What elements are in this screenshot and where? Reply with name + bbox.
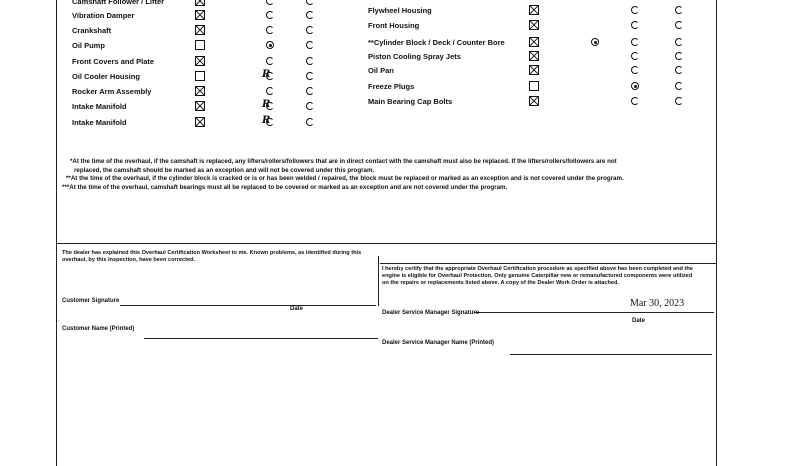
item-checkbox[interactable]	[195, 0, 205, 6]
left-item-row	[72, 85, 332, 99]
item-label: Intake Manifold	[72, 102, 127, 111]
item-label: Oil Cooler Housing	[72, 72, 140, 81]
dealer-statement: The dealer has explained this Overhaul Certification Worksheet to me. Known problems, as identified during this overhaul, by this inspection, have been corrected.	[62, 250, 362, 263]
item-checkbox[interactable]	[529, 51, 539, 61]
item-label: Vibration Damper	[72, 11, 135, 20]
right-item-row	[368, 4, 698, 18]
right-item-row	[368, 19, 698, 33]
item-radio-b[interactable]	[306, 41, 314, 49]
item-checkbox[interactable]	[529, 65, 539, 75]
section-divider	[56, 243, 716, 244]
item-checkbox[interactable]	[529, 81, 539, 91]
manager-name-line	[510, 354, 712, 355]
item-radio-b[interactable]	[306, 0, 314, 5]
item-label: **Cylinder Block / Deck / Counter Bore	[368, 38, 505, 47]
item-radio-b[interactable]	[306, 11, 314, 19]
item-radio-a[interactable]	[266, 87, 274, 95]
certify-box-top	[380, 263, 716, 264]
customer-name-label: Customer Name (Printed)	[62, 326, 135, 332]
left-item-row	[72, 70, 332, 84]
item-radio-b[interactable]	[306, 57, 314, 65]
item-radio-b[interactable]	[306, 72, 314, 80]
item-radio-a[interactable]	[631, 52, 639, 60]
left-item-row	[72, 116, 332, 130]
item-radio-a[interactable]	[631, 21, 639, 29]
handwritten-mark: R	[262, 69, 271, 80]
item-label: Camshaft Follower / Lifter	[72, 0, 165, 6]
left-item-row	[72, 55, 332, 69]
item-checkbox[interactable]	[195, 40, 205, 50]
manager-signature-label: Dealer Service Manager Signature	[382, 310, 480, 316]
item-radio-a[interactable]	[266, 41, 274, 49]
right-item-row	[368, 50, 698, 64]
handwritten-mark: R	[262, 99, 271, 110]
left-item-row	[72, 9, 332, 23]
note-camshaft-bearings: ***At the time of the overhaul, camshaft bearings must all be replaced to be covered or marked as an exception and are not covered under the program.	[62, 183, 508, 191]
item-label: Oil Pan	[368, 66, 394, 75]
item-radio-b[interactable]	[675, 6, 683, 14]
item-radio-a[interactable]	[266, 57, 274, 65]
item-checkbox[interactable]	[529, 20, 539, 30]
item-radio-a[interactable]	[631, 66, 639, 74]
right-item-row	[368, 80, 698, 94]
item-checkbox[interactable]	[195, 101, 205, 111]
item-radio-b[interactable]	[675, 66, 683, 74]
certify-statement: I hereby certify that the appropriate Overhaul Certification procedure as specified above has been completed and the engine is eligible for Overhaul Protection. Only genuine Caterpillar new or remanufactured components were utilized on the repairs or replacements listed above. A copy of the Dealer Work Order is attached.	[382, 266, 693, 286]
item-radio-a[interactable]	[266, 0, 274, 5]
left-item-row	[72, 0, 332, 9]
item-checkbox[interactable]	[195, 56, 205, 66]
item-radio-a[interactable]	[631, 38, 639, 46]
item-radio-b[interactable]	[306, 118, 314, 126]
item-label: Oil Pump	[72, 41, 105, 50]
item-radio-a[interactable]	[631, 97, 639, 105]
item-checkbox[interactable]	[529, 37, 539, 47]
right-item-row	[368, 95, 698, 109]
left-item-row	[72, 24, 332, 38]
customer-name-line	[144, 338, 378, 339]
item-label: Front Housing	[368, 21, 420, 30]
item-radio-b[interactable]	[306, 87, 314, 95]
item-label: Flywheel Housing	[368, 6, 432, 15]
left-item-row	[72, 100, 332, 114]
left-border	[56, 0, 57, 466]
item-radio-b[interactable]	[306, 102, 314, 110]
item-radio-b[interactable]	[675, 52, 683, 60]
item-radio-a[interactable]	[631, 82, 639, 90]
item-checkbox[interactable]	[529, 5, 539, 15]
signed-date: Mar 30, 2023	[630, 298, 685, 309]
item-checkbox[interactable]	[195, 117, 205, 127]
date-right-label: Date	[632, 318, 646, 324]
right-item-row	[368, 64, 698, 78]
footnotes	[62, 158, 722, 192]
manager-name-label: Dealer Service Manager Name (Printed)	[382, 340, 495, 346]
item-radio-a[interactable]	[631, 6, 639, 14]
item-radio-a[interactable]	[266, 11, 274, 19]
item-label: Freeze Plugs	[368, 82, 415, 91]
customer-signature-line	[120, 305, 376, 306]
item-radio-b[interactable]	[675, 82, 683, 90]
manager-signature-line	[474, 312, 714, 313]
item-radio-b[interactable]	[675, 97, 683, 105]
right-border	[716, 0, 717, 466]
item-label: Rocker Arm Assembly	[72, 87, 152, 96]
item-label: Piston Cooling Spray Jets	[368, 52, 461, 61]
item-label: Main Bearing Cap Bolts	[368, 97, 453, 106]
item-checkbox[interactable]	[195, 86, 205, 96]
date-left-label: Date	[290, 306, 304, 312]
note-camshaft: *At the time of the overhaul, if the camshaft is replaced, any lifters/rollers/followers that are in direct contact with the camshaft must also be replaced. If the lifters/rollers/followers are not	[70, 158, 617, 165]
item-radio-b[interactable]	[675, 21, 683, 29]
note-cylinder-block: **At the time of the overhaul, if the cylinder block is cracked or is or has been welded / repaired, the block must be replaced or marked as an exception and is not covered under the program.	[66, 175, 624, 182]
item-checkbox[interactable]	[195, 71, 205, 81]
left-item-row	[72, 39, 332, 53]
item-label: Front Covers and Plate	[72, 57, 155, 66]
item-checkbox[interactable]	[195, 10, 205, 20]
item-label: Intake Manifold	[72, 118, 127, 127]
item-radio-a[interactable]	[266, 26, 274, 34]
item-radio-b[interactable]	[306, 26, 314, 34]
item-label: Crankshaft	[72, 26, 112, 35]
item-radio-b[interactable]	[675, 38, 683, 46]
section-center-divider	[378, 256, 379, 306]
item-checkbox[interactable]	[529, 96, 539, 106]
note-camshaft-cont: replaced, the camshaft should be marked as an exception and will not be covered under this program.	[74, 166, 375, 174]
item-radio-extra[interactable]	[591, 38, 599, 46]
item-checkbox[interactable]	[195, 25, 205, 35]
right-item-row	[368, 36, 698, 50]
handwritten-mark: R	[262, 115, 271, 126]
customer-signature-label: Customer Signature	[62, 298, 120, 304]
